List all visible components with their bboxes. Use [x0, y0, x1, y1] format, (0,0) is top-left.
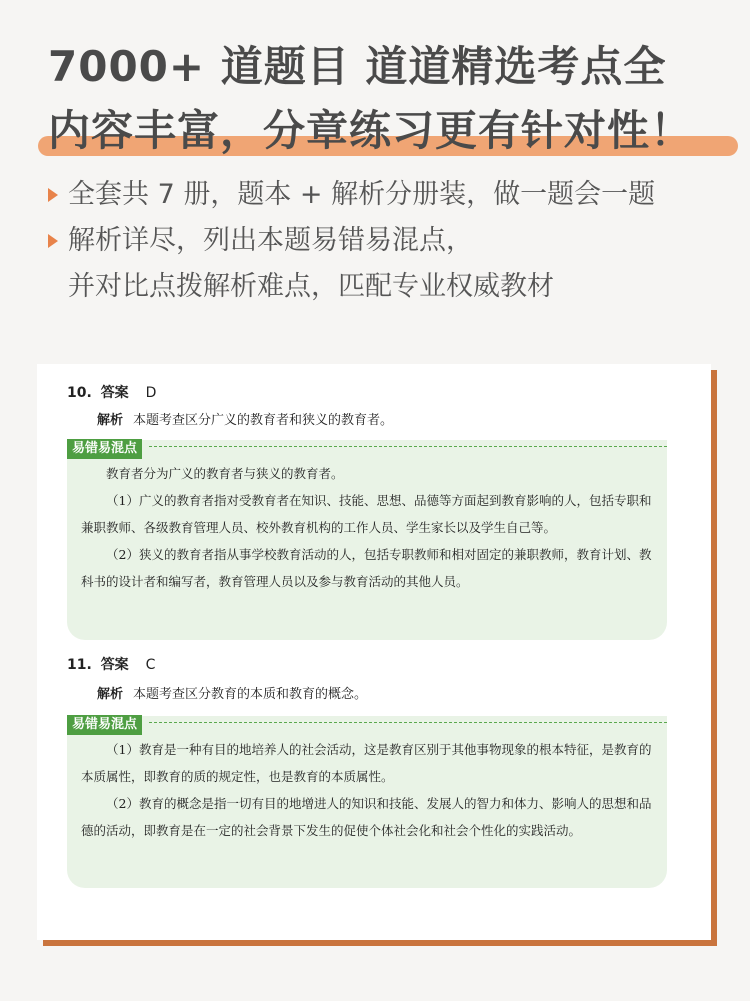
error-content [81, 736, 653, 844]
error-paragraph: （2）狭义的教育者指从事学校教育活动的人，包括专职教师和相对固定的兼职教师，教育计划、教科书的设计者和编写者，教育管理人员以及参与教育活动的其他人员。 [81, 547, 652, 589]
dashed-divider [149, 722, 667, 723]
feature-item-continuation [48, 264, 738, 310]
analysis-label: 解析 [97, 413, 124, 428]
headline-line-2 [48, 100, 738, 162]
question-11-header [67, 654, 155, 674]
triangle-bullet-icon [48, 188, 58, 202]
analysis-label: 解析 [97, 687, 124, 702]
triangle-bullet-icon [48, 234, 58, 248]
answer-label: 答案 [100, 385, 129, 401]
question-11-analysis [97, 683, 367, 702]
feature-text: 解析详尽，列出本题易错易混点， [68, 225, 473, 256]
error-paragraph: （1）广义的教育者指对受教育者在知识、技能、思想、品德等方面起到教育影响的人，包括专职和兼职教师、各级教育管理人员、校外教育机构的工作人员、学生家长以及学生自己等。 [81, 493, 652, 535]
feature-text: 并对比点拨解析难点，匹配专业权威教材 [68, 271, 554, 302]
question-number: 11. [67, 657, 92, 673]
analysis-text: 本题考查区分教育的本质和教育的概念。 [133, 687, 368, 702]
error-paragraph: （2）教育的概念是指一切有目的地增进人的知识和技能、发展人的智力和体力、影响人的思想和品德的活动，即教育是在一定的社会背景下发生的促使个体社会化和社会个性化的实践活动。 [81, 796, 652, 838]
error-paragraph: （1）教育是一种有目的地培养人的社会活动，这是教育区别于其他事物现象的根本特征，是教育的本质属性，即教育的质的规定性，也是教育的本质属性。 [81, 742, 652, 784]
error-tag: 易错易混点 [67, 439, 142, 459]
question-10-analysis [97, 409, 393, 428]
error-tag: 易错易混点 [67, 715, 142, 735]
error-content [81, 460, 653, 595]
answer-label: 答案 [100, 657, 129, 673]
feature-item [48, 172, 738, 218]
error-box-11 [67, 716, 667, 888]
feature-item [48, 218, 738, 264]
analysis-text: 本题考查区分广义的教育者和狭义的教育者。 [133, 413, 394, 428]
answer-value: D [145, 385, 157, 401]
book-page [37, 364, 711, 940]
headline-text-2: 内容丰富，分章练习更有针对性！ [48, 106, 694, 155]
headline-text-1: 7000+ 道题目 道道精选考点全 [48, 42, 667, 91]
headline [48, 36, 738, 162]
answer-value: C [145, 657, 156, 673]
dashed-divider [149, 446, 667, 447]
feature-text: 全套共 7 册，题本 + 解析分册装，做一题会一题 [68, 179, 656, 210]
question-10-header [67, 382, 156, 402]
headline-line-1 [48, 36, 738, 98]
question-number: 10. [67, 385, 92, 401]
error-paragraph: 教育者分为广义的教育者与狭义的教育者。 [106, 466, 344, 481]
feature-list [48, 172, 738, 310]
error-box-10 [67, 440, 667, 640]
